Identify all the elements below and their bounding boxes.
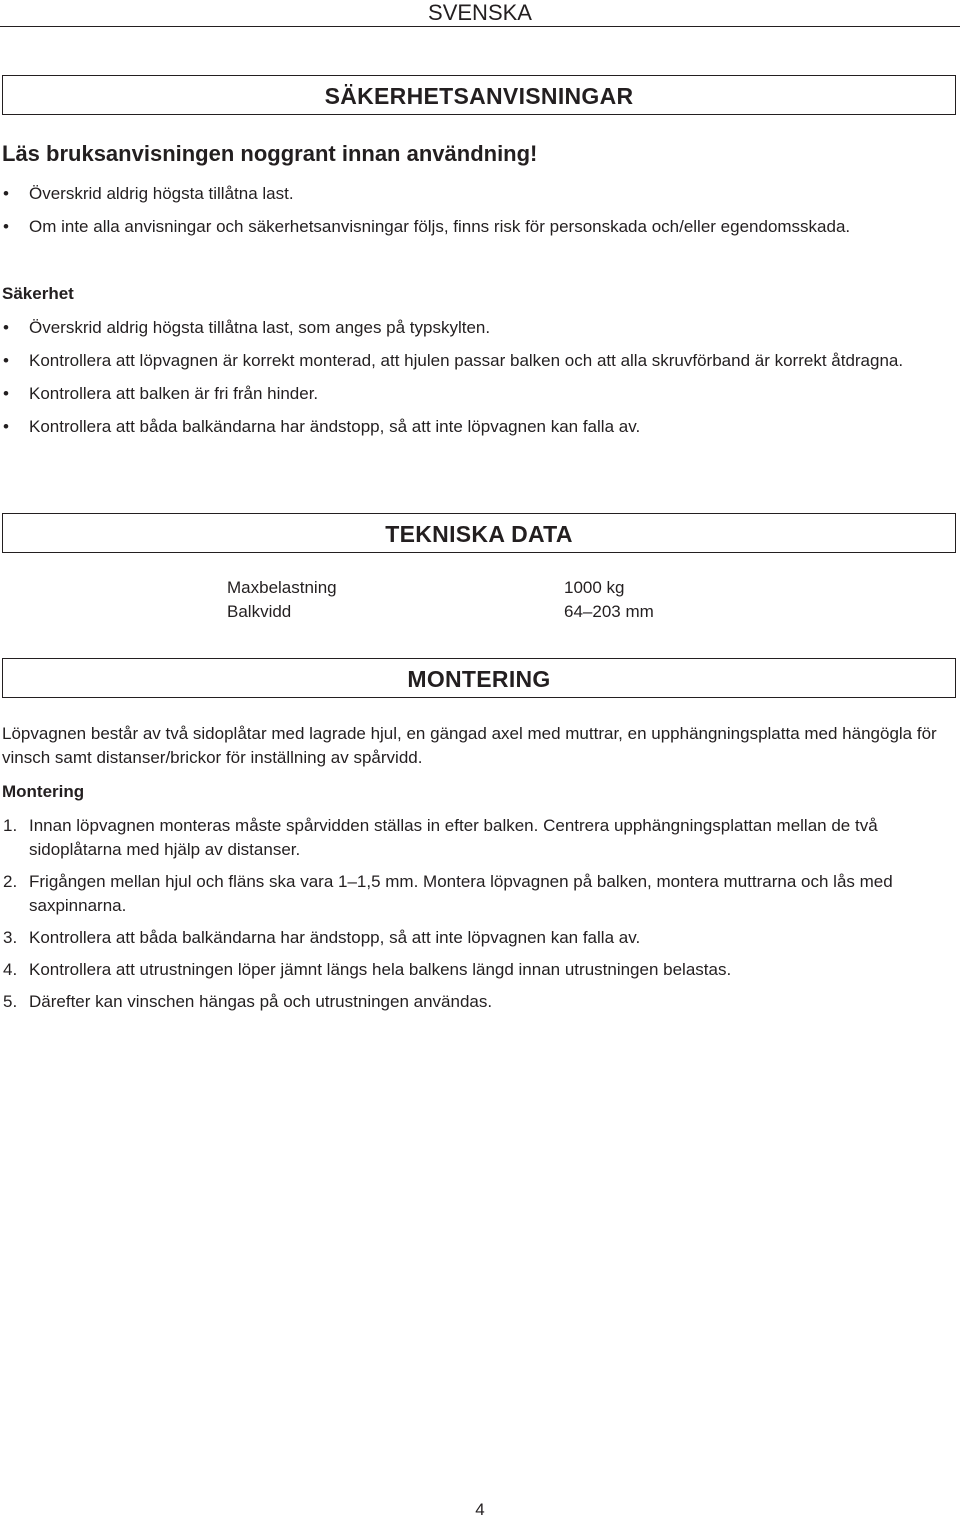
tech-value: 64–203 mm [564,602,654,621]
list-item [2,215,956,239]
tech-label: Maxbelastning [227,578,337,597]
bullet-mark: • [3,384,9,403]
safety-subtitle: Läs bruksanvisningen noggrant innan användning! [2,141,538,166]
security-block [2,282,956,448]
mounting-steps-heading: Montering [2,782,85,801]
bullet-mark: • [3,184,9,203]
list-item [2,349,956,373]
step-number: 4. [3,960,18,979]
list-item [2,415,956,439]
mounting-block [2,722,956,1022]
tech-label: Balkvidd [227,602,292,621]
step-number: 1. [3,816,18,835]
bullet-text: Kontrollera att löpvagnen är korrekt monterad, att hjulen passar balken och att alla skruvförband är korrekt åtdragna. [29,351,904,370]
step-number: 3. [3,928,18,947]
list-item [2,958,956,982]
intro-bullets [2,182,956,248]
bullet-text: Kontrollera att balken är fri från hinder. [29,384,319,403]
bullet-text: Överskrid aldrig högsta tillåtna last, som anges på typskylten. [29,318,491,337]
table-row [227,600,764,624]
list-item [2,870,956,918]
list-item [2,382,956,406]
bullet-mark: • [3,417,9,436]
step-text: Frigången mellan hjul och fläns ska vara 1–1,5 mm. Montera löpvagnen på balken, montera muttrarna och lås med saxpinnarna. [29,872,893,915]
tech-value: 1000 kg [564,578,625,597]
mounting-section-title: MONTERING [2,658,956,698]
bullet-mark: • [3,217,9,236]
table-row [227,576,764,600]
safety-section-title: SÄKERHETSANVISNINGAR [2,75,956,115]
list-item [2,814,956,862]
page-number: 4 [475,1500,485,1519]
step-number: 2. [3,872,18,891]
step-text: Därefter kan vinschen hängas på och utrustningen användas. [29,992,493,1011]
bullet-mark: • [3,318,9,337]
bullet-text: Överskrid aldrig högsta tillåtna last. [29,184,294,203]
mounting-steps [2,814,956,1014]
list-item [2,926,956,950]
bullet-text: Kontrollera att båda balkändarna har ändstopp, så att inte löpvagnen kan falla av. [29,417,641,436]
tech-data-table [227,576,764,624]
list-item [2,990,956,1014]
bullet-mark: • [3,351,9,370]
security-heading: Säkerhet [2,284,74,303]
step-text: Kontrollera att båda balkändarna har ändstopp, så att inte löpvagnen kan falla av. [29,928,641,947]
tech-section-title: TEKNISKA DATA [2,513,956,553]
language-header: SVENSKA [428,0,532,25]
step-text: Kontrollera att utrustningen löper jämnt längs hela balkens längd innan utrustningen belastas. [29,960,732,979]
list-item [2,182,956,206]
mounting-intro: Löpvagnen består av två sidoplåtar med lagrade hjul, en gängad axel med muttrar, en upphängningsplatta med hängögla för vinsch samt distanser/brickor för inställning av spårvidd. [2,724,937,767]
step-number: 5. [3,992,18,1011]
step-text: Innan löpvagnen monteras måste spårvidden ställas in efter balken. Centrera upphängningsplattan mellan de två sidoplåtarna med hjälp av distanser. [29,816,878,859]
header-rule [0,26,960,27]
bullet-text: Om inte alla anvisningar och säkerhetsanvisningar följs, finns risk för personskada och/eller egendomsskada. [29,217,851,236]
list-item [2,316,956,340]
